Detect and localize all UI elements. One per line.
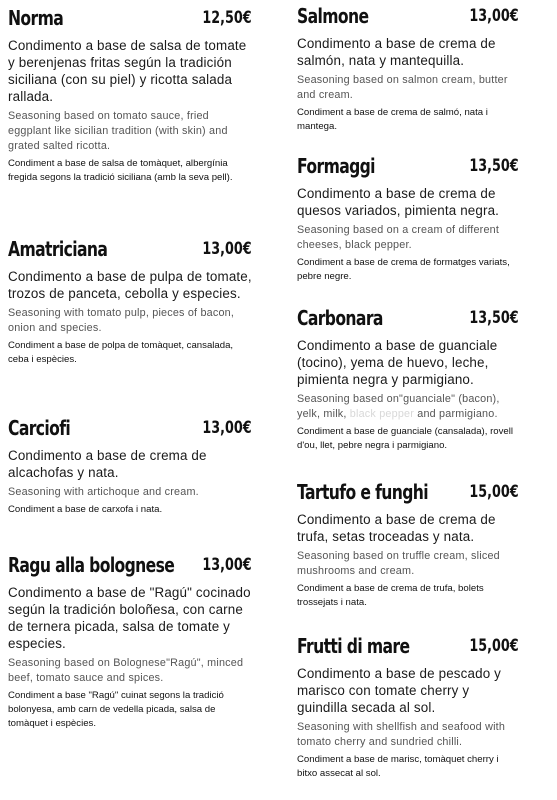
- menu-item-carciofi: [8, 416, 252, 517]
- description-ca: Condiment a base de crema de trufa, bolets trossejats i nata.: [297, 583, 484, 608]
- menu-item-amatriciana: [8, 237, 252, 367]
- description-es: Condimento a base de pulpa de tomate, trozos de panceta, cebolla y especies.: [8, 269, 252, 301]
- menu-item-frutti-di-mare: [297, 634, 519, 781]
- menu-item-carbonara: [297, 306, 519, 453]
- dish-price: 13,50€: [469, 156, 519, 176]
- dish-price: 13,00€: [469, 6, 519, 26]
- description-es: Condimento a base de crema de salmón, nata y mantequilla.: [297, 36, 496, 68]
- description-ca: Condiment a base de salsa de tomàquet, albergínia fregida segons la tradició siciliana (amb la seva pell).: [8, 158, 233, 183]
- dish-name: Carciofi: [8, 416, 71, 440]
- dish-price: 15,00€: [469, 636, 519, 656]
- description-ca: Condiment a base de guanciale (cansalada), rovell d'ou, llet, pebre negra i parmigiano.: [297, 426, 513, 451]
- dish-price: 12,50€: [202, 8, 252, 28]
- dish-price: 13,00€: [202, 239, 252, 259]
- dish-name: Amatriciana: [8, 237, 108, 261]
- menu-item-ragu-alla-bolognese: [8, 553, 252, 731]
- description-en: Seasoning based on truffle cream, sliced mushrooms and cream.: [297, 550, 500, 577]
- dish-name: Frutti di mare: [297, 634, 410, 658]
- description-en-part-2: and parmigiano.: [417, 408, 498, 420]
- description-en: Seasoning based on tomato sauce, fried eggplant like sicilian tradition (with skin) and grated salted ricotta.: [8, 110, 228, 152]
- dish-price: 13,00€: [202, 555, 252, 575]
- menu-item-tartufo-e-funghi: [297, 480, 519, 610]
- description-es: Condimento a base de salsa de tomate y berenjenas fritas según la tradición siciliana (con su piel) y ricotta salada rallada.: [8, 38, 247, 104]
- description-en: Seasoning with tomato pulp, pieces of bacon, onion and species.: [8, 307, 235, 334]
- description-es: Condimento a base de guanciale (tocino), yema de huevo, leche, pimienta negra y parmigiano.: [297, 338, 498, 387]
- dish-price: 13,50€: [469, 308, 519, 328]
- description-en: Seasoning with shellfish and seafood with tomato cherry and sundried chilli.: [297, 721, 506, 748]
- description-es: Condimento a base de crema de quesos variados, pimienta negra.: [297, 186, 500, 218]
- dish-price: 13,00€: [202, 418, 252, 438]
- description-es: Condimento a base de pescado y marisco con tomate cherry y guindilla secada al sol.: [297, 666, 502, 715]
- description-en: Seasoning based on salmon cream, butter and cream.: [297, 74, 508, 101]
- description-es: Condimento a base de crema de alcachofas y nata.: [8, 448, 207, 480]
- dish-name: Salmone: [297, 4, 369, 28]
- description-en: Seasoning based on Bolognese"Ragú", minced beef, tomato sauce and spices.: [8, 657, 244, 684]
- description-ca: Condiment a base de polpa de tomàquet, cansalada, ceba i espècies.: [8, 340, 234, 365]
- dish-name: Carbonara: [297, 306, 383, 330]
- dish-name: Ragu alla bolognese: [8, 553, 175, 577]
- description-en-faded-text: black pepper: [349, 408, 415, 420]
- description-ca: Condiment a base "Ragú" cuinat segons la tradició bolonyesa, amb carn de vedella picada, salsa de tomàquet i espècies.: [8, 690, 224, 729]
- menu-item-norma: [8, 6, 252, 185]
- description-en-part-1: Seasoning based on"guanciale" (bacon), yelk, milk,: [297, 393, 500, 420]
- description-en: Seasoning based on a cream of different cheeses, black pepper.: [297, 224, 500, 251]
- menu-item-formaggi: [297, 154, 519, 284]
- dish-name: Norma: [8, 6, 64, 30]
- description-ca: Condiment a base de marisc, tomàquet cherry i bitxo assecat al sol.: [297, 754, 499, 779]
- dish-name: Tartufo e funghi: [297, 480, 429, 504]
- dish-price: 15,00€: [469, 482, 519, 502]
- dish-name: Formaggi: [297, 154, 375, 178]
- description-ca: Condiment a base de crema de salmó, nata i mantega.: [297, 107, 488, 132]
- description-ca: Condiment a base de carxofa i nata.: [8, 504, 163, 515]
- description-es: Condimento a base de "Ragú" cocinado según la tradición boloñesa, con carne de ternera picada, salsa de tomate y especies.: [8, 585, 251, 651]
- description-es: Condimento a base de crema de trufa, setas troceadas y nata.: [297, 512, 496, 544]
- description-en: [297, 392, 519, 422]
- description-en: Seasoning with artichoque and cream.: [8, 486, 199, 498]
- description-ca: Condiment a base de crema de formatges variats, pebre negre.: [297, 257, 510, 282]
- menu-item-salmone: [297, 4, 519, 134]
